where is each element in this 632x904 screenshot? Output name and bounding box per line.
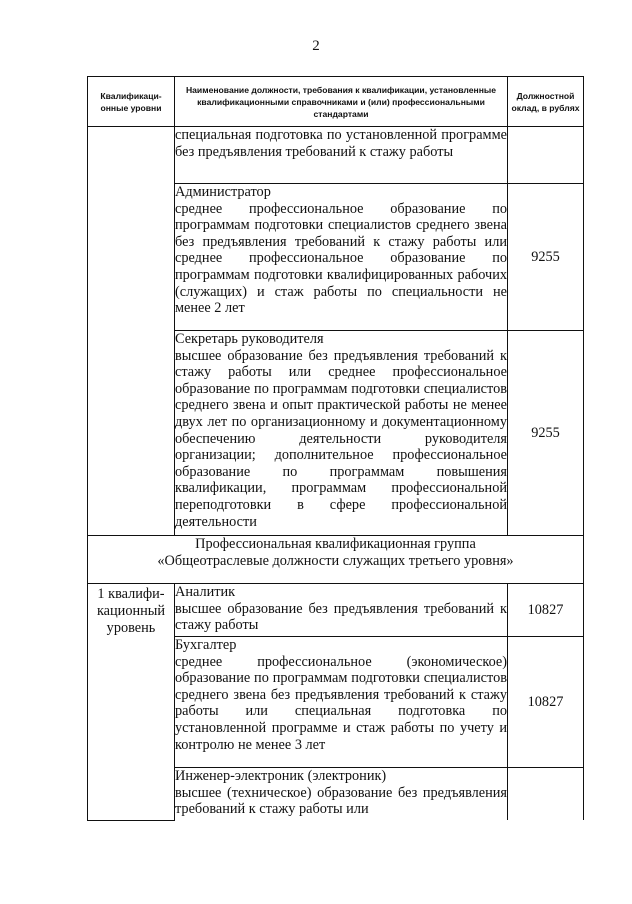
group-header	[88, 536, 584, 584]
position-title: Инженер-электроник (электроник)	[175, 768, 387, 784]
position-requirements: высшее (техническое) образование без предъявления требований к стажу работы или	[175, 784, 507, 818]
position-title: Администратор	[175, 184, 271, 200]
salary-cell: 10827	[508, 637, 584, 768]
position-requirements: высшее образование без предъявления требований к стажу работы или среднее профессиональное образование по программам подготовки специалистов среднего звена и опыт практической работы не менее двух лет по организационному и документационному обеспечению деятельности руководителя организации; дополнительное профессиональное образование по программам повышения квалификации, программам профессиональной переподготовки в сфере профессиональной деятельности	[175, 347, 507, 530]
header-levels: Квалификаци-онные уровни	[88, 77, 175, 127]
level-cell-empty	[88, 127, 175, 536]
position-cell	[175, 584, 508, 637]
position-title: Аналитик	[175, 584, 236, 600]
position-requirements: среднее профессиональное (экономическое) образование по программам подготовки специалистов среднего звена без предъявления требований к стажу работы или специальная подготовка по установленной программе и стаж работы по учету и контролю не менее 3 лет	[175, 653, 507, 753]
salary-cell: 9255	[508, 331, 584, 536]
table-row	[88, 584, 584, 637]
position-cell	[175, 637, 508, 768]
position-title: Бухгалтер	[175, 637, 237, 653]
table-row	[88, 127, 584, 184]
salary-cell: 10827	[508, 584, 584, 637]
table-header-row	[88, 77, 584, 127]
salary-cell	[508, 768, 584, 821]
position-cell	[175, 331, 508, 536]
header-salary: Должностной оклад, в рублях	[508, 77, 584, 127]
page-number: 2	[312, 38, 320, 54]
level-cell: 1 квалифи-кационный уровень	[88, 584, 175, 821]
salary-cell: 9255	[508, 184, 584, 331]
header-position: Наименование должности, требования к квалификации, установленные квалификационными справочниками и (или) профессиональными стандартами	[175, 77, 508, 127]
position-title: Секретарь руководителя	[175, 331, 324, 347]
continuation-text: специальная подготовка по установленной программе без предъявления требований к стажу работы	[175, 127, 507, 160]
salary-cell	[508, 127, 584, 184]
group-header-row	[88, 536, 584, 584]
qualification-table	[87, 76, 584, 821]
position-cell	[175, 768, 508, 821]
continuation-cell	[175, 127, 508, 184]
position-requirements: высшее образование без предъявления требований к стажу работы	[175, 600, 507, 634]
position-cell	[175, 184, 508, 331]
group-header-line2: «Общеотраслевые должности служащих третьего уровня»	[157, 552, 514, 569]
position-requirements: среднее профессиональное образование по программам подготовки специалистов среднего звена без предъявления требований к стажу работы или среднее профессиональное образование по программам подготовки квалифицированных рабочих (служащих) и стаж работы по специальности не менее 2 лет	[175, 200, 507, 317]
group-header-line1: Профессиональная квалификационная группа	[195, 536, 476, 552]
